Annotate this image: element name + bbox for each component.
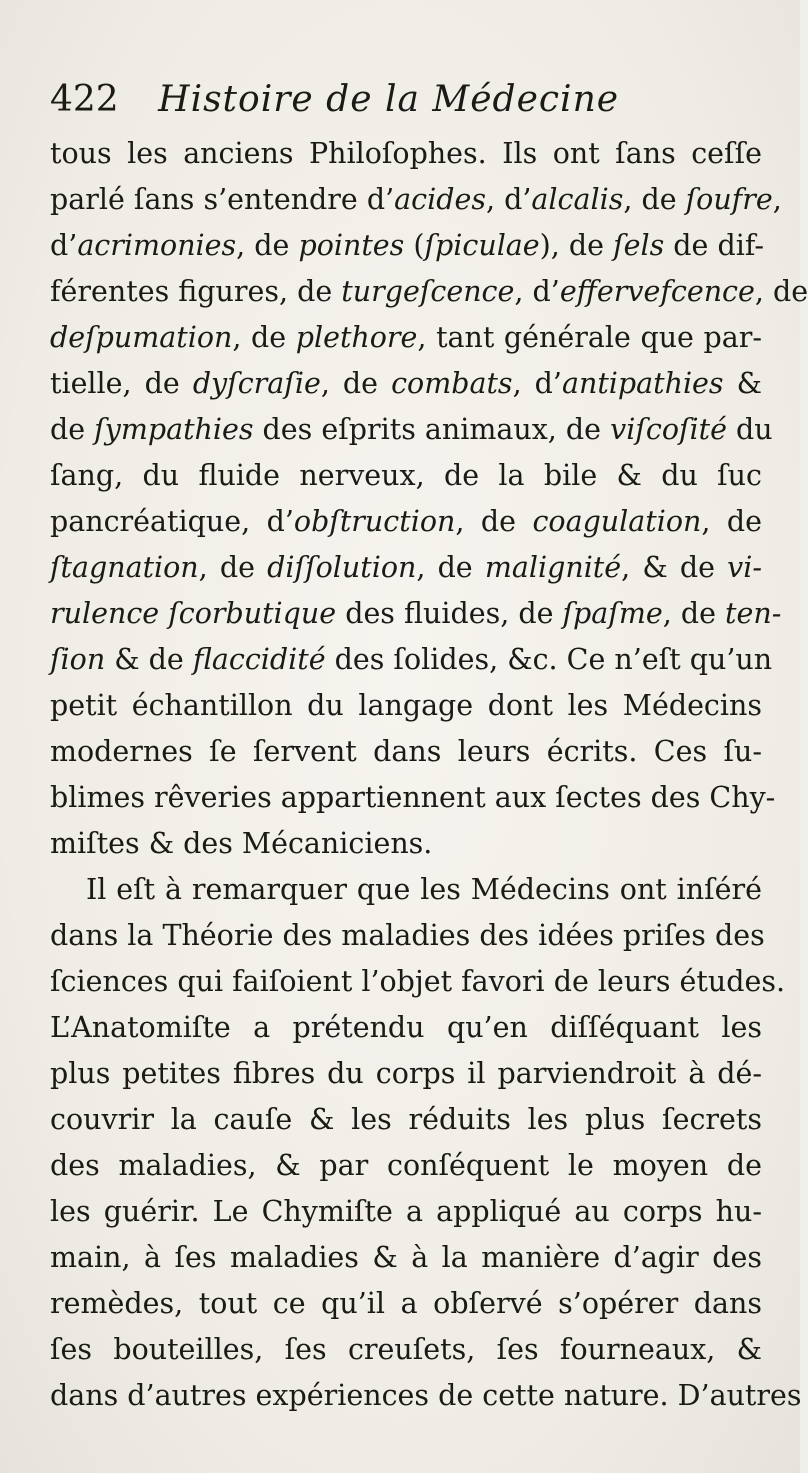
text-segment: main, à ſes maladies & à la manière d’agir des xyxy=(50,1241,762,1274)
text-line xyxy=(50,867,762,913)
text-segment: de dif- xyxy=(664,229,764,262)
italic-term: vi- xyxy=(727,551,763,584)
text-segment: , d’ xyxy=(512,367,562,400)
text-segment: , de xyxy=(232,321,296,354)
italic-term: ſtagnation xyxy=(50,551,199,584)
page-header xyxy=(50,70,770,130)
italic-term: acides xyxy=(394,183,486,216)
italic-term: ſels xyxy=(613,229,665,262)
text-segment: , de xyxy=(662,597,726,630)
text-segment: , de xyxy=(416,551,485,584)
italic-term: deſpumation xyxy=(50,321,233,354)
text-line xyxy=(50,131,762,177)
text-line xyxy=(50,1235,762,1281)
text-segment: tielle, de xyxy=(50,367,193,400)
text-line xyxy=(50,545,762,591)
text-segment: , de xyxy=(701,505,762,538)
text-segment: , de xyxy=(754,275,808,308)
text-segment: du xyxy=(726,413,773,446)
italic-term: ſpiculae xyxy=(424,229,540,262)
italic-term: effervefcence xyxy=(559,275,755,308)
text-line xyxy=(50,1189,762,1235)
text-segment: des ſolides, &c. Ce n’eſt qu’un xyxy=(325,643,773,676)
italic-term: combats xyxy=(391,367,513,400)
italic-term: plethore xyxy=(295,321,418,354)
text-line xyxy=(50,453,762,499)
text-segment: petit échantillon du langage dont les Médecins xyxy=(50,689,762,722)
text-line xyxy=(50,269,808,315)
italic-term: diſſolution xyxy=(267,551,417,584)
italic-term: obſtruction xyxy=(293,505,456,538)
text-segment: de xyxy=(50,413,95,446)
text-segment: , xyxy=(772,183,782,216)
text-segment: ſes bouteilles, ſes creuſets, ſes fourneaux, & xyxy=(50,1333,762,1366)
italic-term: turgeſcence xyxy=(341,275,515,308)
italic-term: ſympathies xyxy=(94,413,254,446)
running-title: Histoire de la Médecine xyxy=(158,79,620,120)
text-segment: , d’ xyxy=(514,275,560,308)
text-segment: dans d’autres expériences de cette nature. D’autres xyxy=(50,1379,802,1412)
text-segment: ), de xyxy=(539,229,614,262)
italic-term: antipathies xyxy=(561,367,724,400)
text-segment: des fluides, de xyxy=(336,597,563,630)
italic-term: acrimonies xyxy=(77,229,237,262)
text-segment: ſang, du fluide nerveux, de la bile & du ſuc xyxy=(50,459,762,492)
italic-term: ſpaſme xyxy=(562,597,663,630)
text-segment: plus petites fibres du corps il parviendroit à dé- xyxy=(50,1057,762,1090)
text-line xyxy=(50,1051,762,1097)
text-segment: L’Anatomiſte a prétendu qu’en diſſéquant les xyxy=(50,1011,762,1044)
text-segment: & xyxy=(723,367,762,400)
text-segment: miſtes & des Mécaniciens. xyxy=(50,827,433,860)
text-segment: dans la Théorie des maladies des idées priſes des xyxy=(50,919,765,952)
text-segment: des maladies, & par conſéquent le moyen de xyxy=(50,1149,762,1182)
italic-term: pointes xyxy=(298,229,405,262)
italic-term: viſcoſité xyxy=(610,413,727,446)
text-segment: & de xyxy=(105,643,193,676)
page-number: 422 xyxy=(50,79,119,120)
text-segment: remèdes, tout ce qu’il a obſervé s’opérer dans xyxy=(50,1287,762,1320)
text-line xyxy=(50,1097,762,1143)
text-segment: parlé ſans s’entendre d’ xyxy=(50,183,395,216)
text-line xyxy=(50,637,773,683)
text-line xyxy=(50,683,762,729)
italic-term: coagulation xyxy=(532,505,702,538)
text-segment: , de xyxy=(236,229,299,262)
text-line xyxy=(50,361,762,407)
text-line xyxy=(50,821,762,867)
text-segment: tous les anciens Philoſophes. Ils ont ſans ceſſe xyxy=(50,137,762,170)
text-line xyxy=(50,913,765,959)
text-segment: Il eſt à remarquer que les Médecins ont inſéré xyxy=(86,873,762,906)
text-line xyxy=(50,1005,762,1051)
italic-term: ſion xyxy=(50,643,106,676)
text-segment: des eſprits animaux, de xyxy=(253,413,611,446)
text-segment: les guérir. Le Chymiſte a appliqué au corps hu- xyxy=(50,1195,762,1228)
text-line xyxy=(50,729,762,775)
text-segment: , & de xyxy=(621,551,728,584)
text-line xyxy=(50,1327,762,1373)
body-text xyxy=(50,131,808,1419)
text-line xyxy=(50,223,762,269)
text-segment: , de xyxy=(198,551,268,584)
italic-term: dyſcraſie xyxy=(192,367,321,400)
italic-term: ten- xyxy=(725,597,782,630)
text-line xyxy=(50,959,786,1005)
italic-term: rulence ſcorbutique xyxy=(50,597,337,630)
text-segment: ( xyxy=(404,229,425,262)
italic-term: malignité xyxy=(484,551,622,584)
text-segment: blimes rêveries appartiennent aux ſectes des Chy- xyxy=(50,781,776,814)
text-segment: , tant générale que par- xyxy=(417,321,762,354)
text-line xyxy=(50,1281,762,1327)
text-line xyxy=(50,1373,802,1419)
text-segment: , de xyxy=(320,367,392,400)
text-segment: , de xyxy=(455,505,533,538)
text-segment: modernes ſe ſervent dans leurs écrits. Ces ſu- xyxy=(50,735,762,768)
text-line xyxy=(50,775,776,821)
text-line xyxy=(50,499,762,545)
text-segment: d’ xyxy=(50,229,78,262)
text-segment: , d’ xyxy=(485,183,532,216)
text-line xyxy=(50,407,773,453)
italic-term: flaccidité xyxy=(192,643,326,676)
italic-term: ſoufre xyxy=(685,183,773,216)
text-segment: pancréatique, d’ xyxy=(50,505,294,538)
text-segment: , de xyxy=(623,183,686,216)
text-segment: couvrir la cauſe & les réduits les plus ſecrets xyxy=(50,1103,762,1136)
text-line xyxy=(50,591,782,637)
text-segment: ſciences qui faiſoient l’objet favori de leurs études. xyxy=(50,965,786,998)
text-line xyxy=(50,1143,762,1189)
text-segment: férentes figures, de xyxy=(50,275,342,308)
text-line xyxy=(50,315,762,361)
italic-term: alcalis xyxy=(531,183,624,216)
text-line xyxy=(50,177,782,223)
